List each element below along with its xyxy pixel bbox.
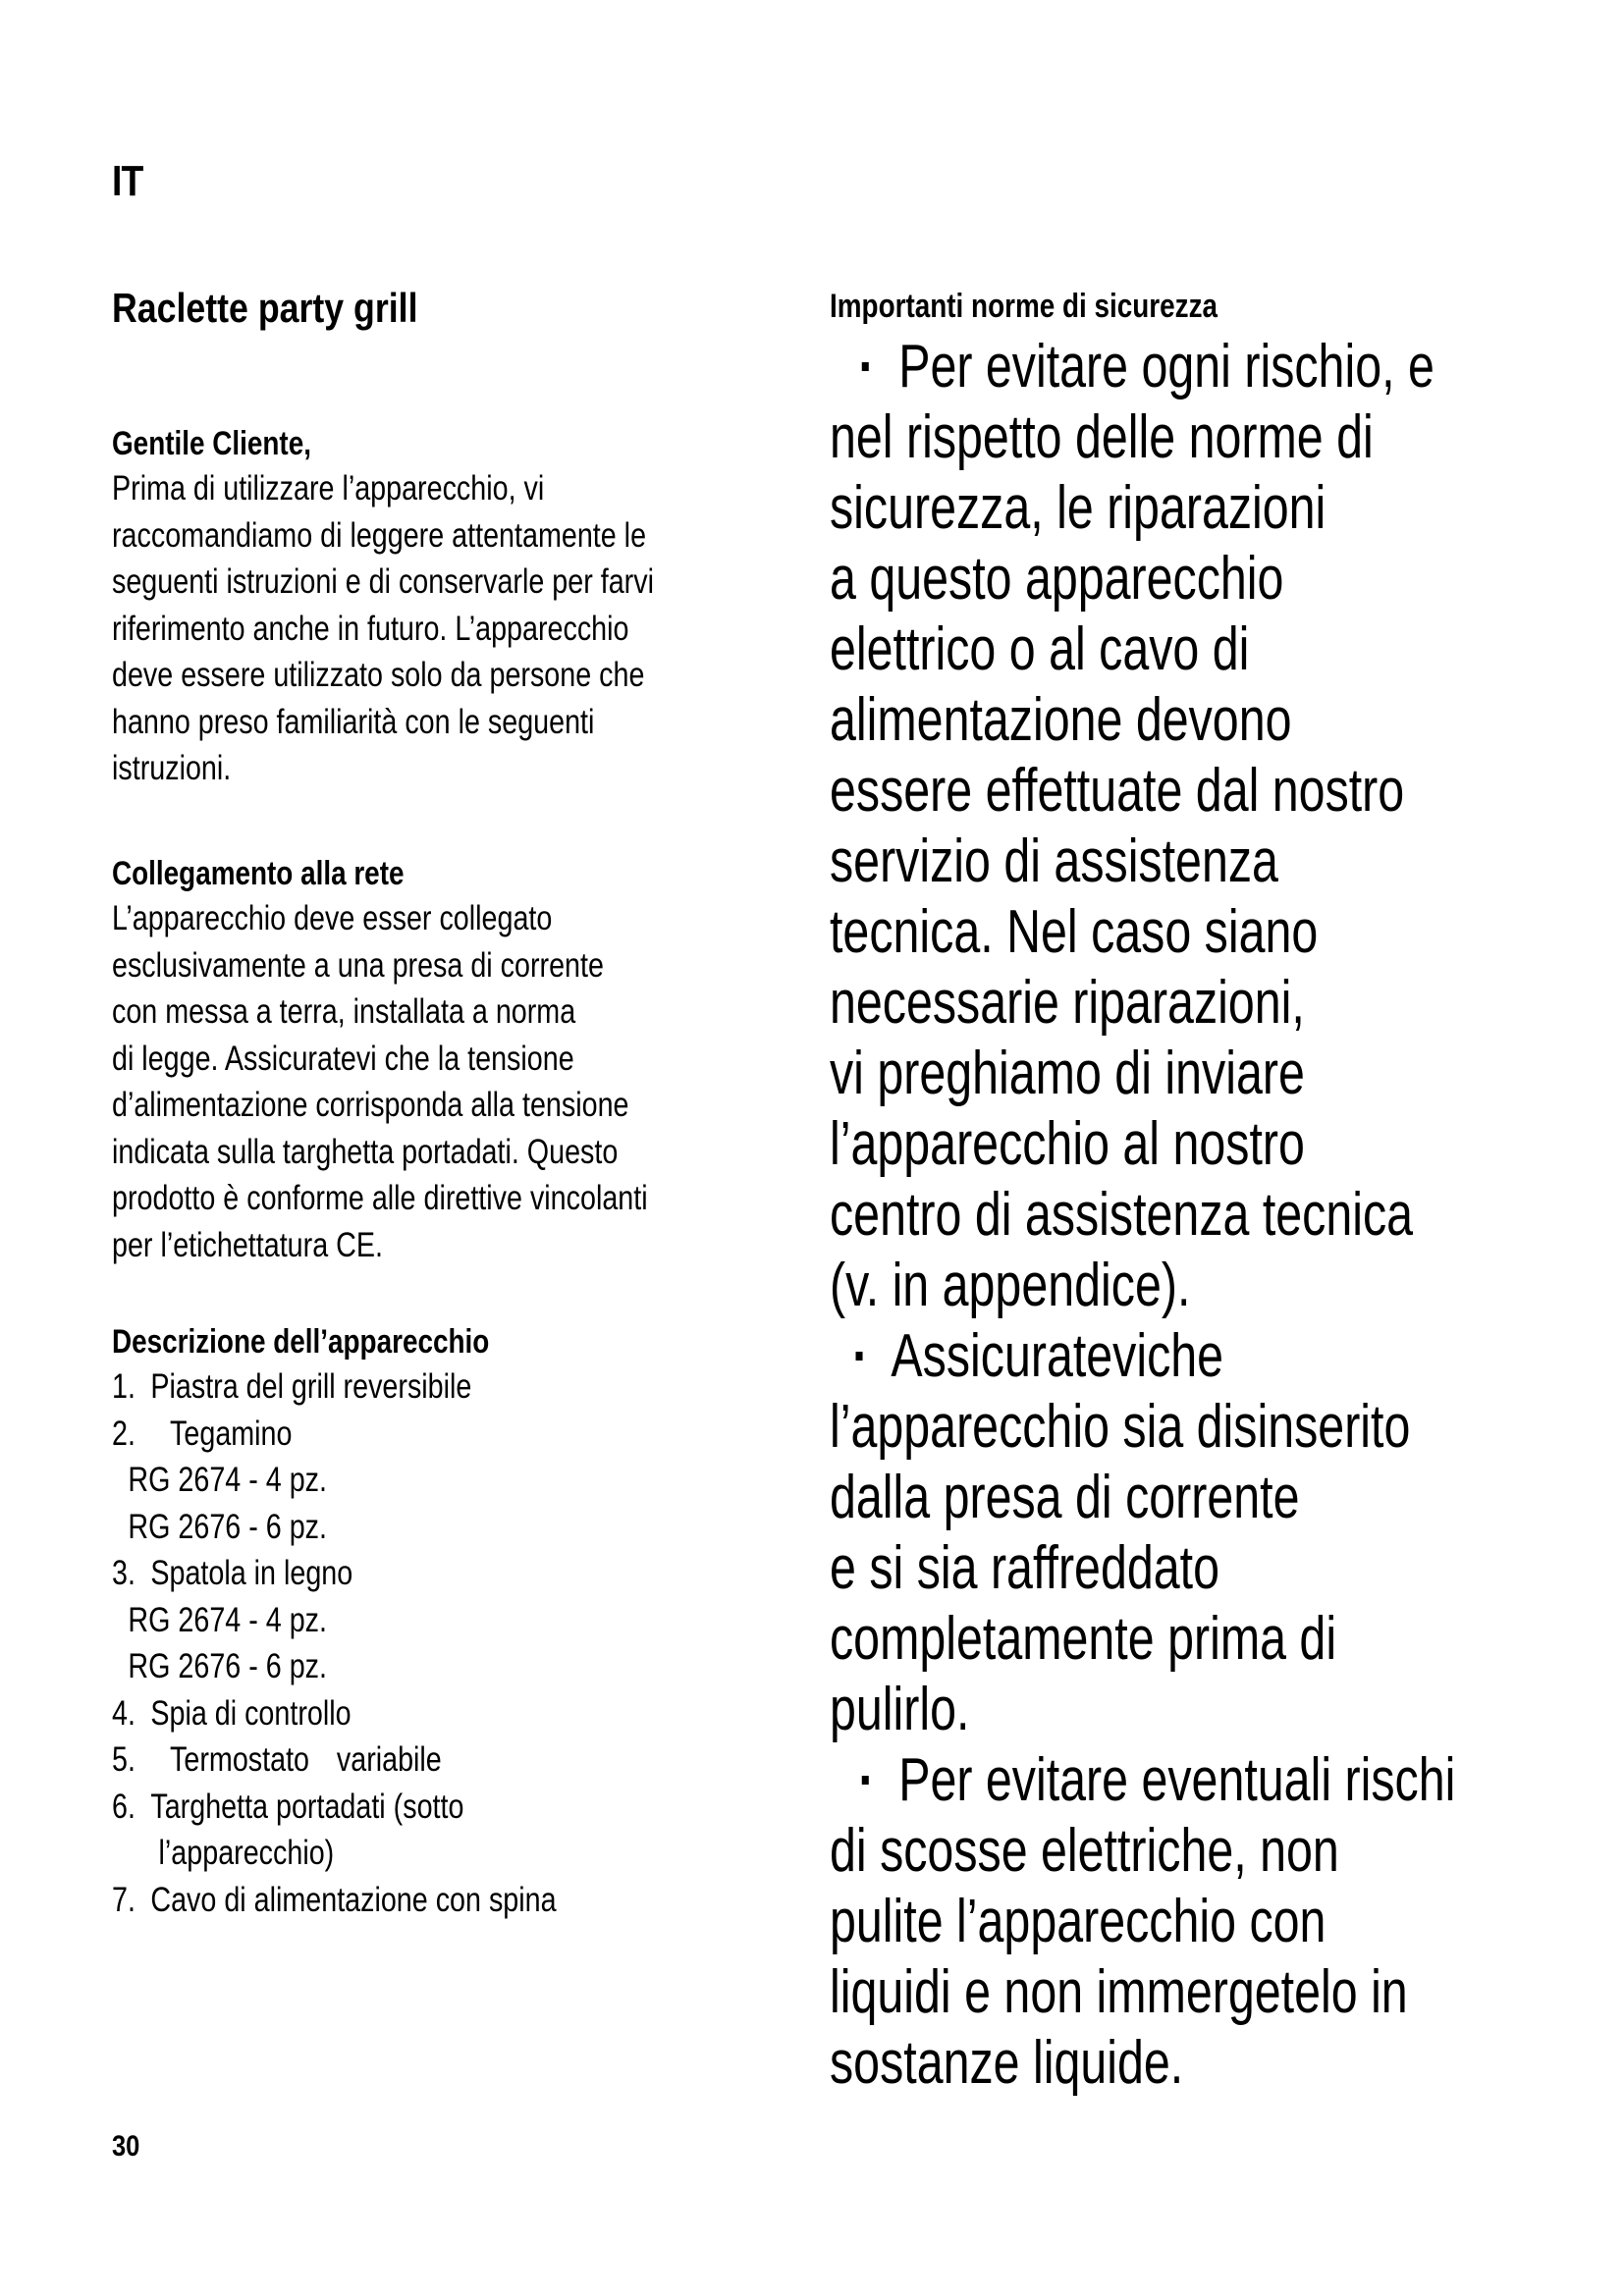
list-item: 6. Targhetta portadati (sotto	[112, 1787, 464, 1826]
list-item: 7. Cavo di alimentazione con spina	[112, 1880, 557, 1919]
bullet-icon	[830, 1321, 898, 1392]
list-item: 5. Termostato variabile	[112, 1740, 442, 1779]
right-column	[830, 285, 1596, 2099]
list-item-continuation: l’apparecchio)	[158, 1834, 335, 1872]
description-heading: Descrizione dell’apparecchio	[112, 1323, 490, 1361]
list-item: 2. Tegamino	[112, 1414, 293, 1453]
list-item: 3. Spatola in legno	[112, 1554, 353, 1592]
bullet-line: pulirlo.	[830, 1676, 970, 1743]
bullet-icon	[830, 332, 898, 402]
greeting-line: Prima di utilizzare l’apparecchio, vi	[112, 469, 545, 507]
bullet-line: completamente prima di	[830, 1605, 1337, 1673]
bullet-line: l’apparecchio al nostro	[830, 1110, 1305, 1178]
connection-line: di legge. Assicuratevi che la tensione	[112, 1039, 574, 1078]
bullet-line: l’apparecchio sia disinserito	[830, 1393, 1411, 1461]
connection-line: esclusivamente a una presa di corrente	[112, 945, 604, 985]
greeting-line: hanno preso familiarità con le seguenti	[112, 702, 595, 741]
connection-line: d’alimentazione corrisponda alla tensione	[112, 1086, 629, 1124]
list-subitem: RG 2676 - 6 pz.	[128, 1647, 328, 1685]
bullet-line: elettrico o al cavo di	[830, 615, 1250, 683]
page-number: 30	[112, 2130, 140, 2163]
list-item: 1. Piastra del grill reversibile	[112, 1367, 472, 1406]
connection-line: con messa a terra, installata a norma	[112, 992, 576, 1031]
list-subitem: RG 2674 - 4 pz.	[128, 1461, 328, 1499]
greeting-line: riferimento anche in futuro. L’apparecchio	[112, 609, 629, 648]
bullet-first-line: Assicurateviche	[891, 1322, 1224, 1390]
safety-bullet	[830, 1321, 1596, 1745]
bullet-line: a questo apparecchio	[830, 545, 1284, 613]
description-section	[112, 1320, 799, 1923]
bullet-line: essere effettuate dal nostro	[830, 757, 1405, 825]
connection-section	[112, 852, 799, 1268]
bullet-line: (v. in appendice).	[830, 1252, 1191, 1319]
language-code: IT	[112, 157, 143, 205]
greeting-paragraph	[112, 465, 799, 792]
parts-list	[112, 1363, 799, 1923]
bullet-line: e si sia raffreddato	[830, 1534, 1219, 1602]
bullet-first-line: Per evitare eventuali rischi	[898, 1746, 1456, 1814]
list-item: 4. Spia di controllo	[112, 1693, 352, 1733]
bullet-line: vi preghiamo di inviare	[830, 1040, 1305, 1107]
bullet-line: pulite l’apparecchio con	[830, 1888, 1326, 1955]
greeting-line: deve essere utilizzato solo da persone che	[112, 656, 645, 694]
greeting-line: istruzioni.	[112, 749, 232, 787]
product-title: Raclette party grill	[112, 285, 418, 331]
connection-heading: Collegamento alla rete	[112, 855, 405, 892]
safety-bullet	[830, 1745, 1596, 2099]
safety-bullet	[830, 332, 1596, 1321]
greeting-section	[112, 422, 799, 792]
greeting-line: seguenti istruzioni e di conservarle per farvi	[112, 562, 654, 601]
bullet-line: necessarie riparazioni,	[830, 969, 1305, 1037]
greeting-heading: Gentile Cliente,	[112, 425, 311, 462]
connection-line: indicata sulla targhetta portadati. Questo	[112, 1132, 619, 1171]
left-column	[112, 285, 799, 1919]
bullet-first-line: Per evitare ogni rischio, e	[898, 333, 1435, 400]
bullet-icon	[830, 1745, 898, 1816]
bullet-line: servizio di assistenza	[830, 828, 1278, 895]
bullet-line: liquidi e non immergetelo in	[830, 1958, 1408, 2026]
list-subitem: RG 2676 - 6 pz.	[128, 1507, 328, 1546]
list-subitem: RG 2674 - 4 pz.	[128, 1600, 328, 1639]
bullet-line: sicurezza, le riparazioni	[830, 474, 1326, 542]
bullet-line: centro di assistenza tecnica	[830, 1181, 1414, 1249]
connection-line: per l’etichettatura CE.	[112, 1225, 383, 1264]
safety-heading: Importanti norme di sicurezza	[830, 288, 1218, 325]
greeting-line: raccomandiamo di leggere attentamente le	[112, 515, 647, 555]
bullet-line: nel rispetto delle norme di	[830, 403, 1374, 471]
connection-line: prodotto è conforme alle direttive vincolanti	[112, 1179, 648, 1217]
connection-paragraph	[112, 895, 799, 1268]
bullet-line: sostanze liquide.	[830, 2029, 1184, 2097]
connection-line: L’apparecchio deve esser collegato	[112, 899, 553, 937]
bullet-line: dalla presa di corrente	[830, 1464, 1300, 1531]
bullet-line: di scosse elettriche, non	[830, 1817, 1339, 1885]
bullet-line: alimentazione devono	[830, 686, 1292, 754]
bullet-line: tecnica. Nel caso siano	[830, 898, 1319, 966]
